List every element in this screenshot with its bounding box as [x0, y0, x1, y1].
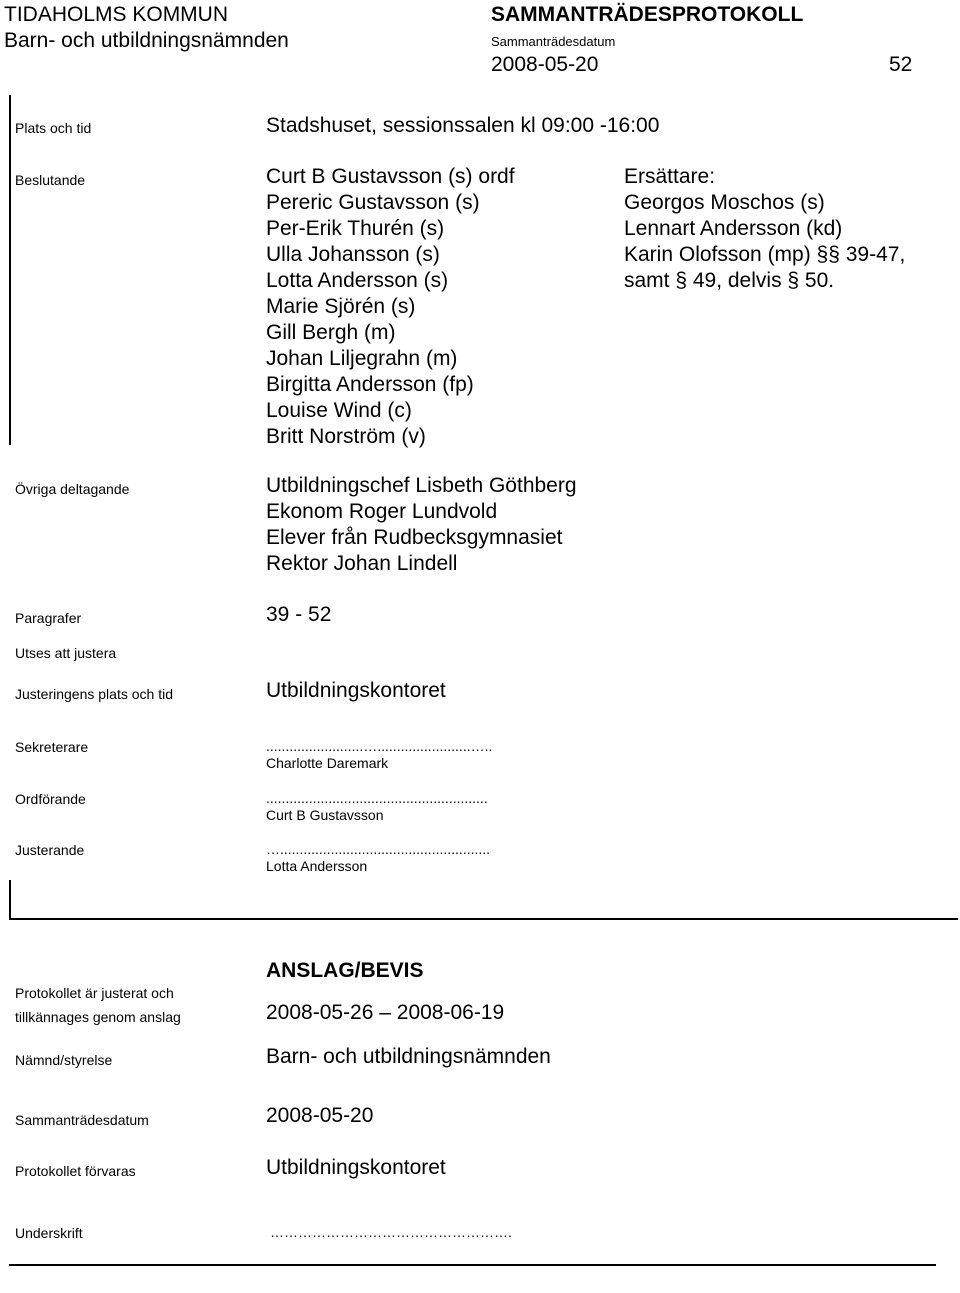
deciding-member: Louise Wind (c): [266, 399, 412, 422]
notice-date-label: Sammanträdesdatum: [15, 1112, 149, 1128]
other-participant: Ekonom Roger Lundvold: [266, 500, 498, 523]
secretary-label: Sekreterare: [15, 739, 89, 755]
adjuster-signature-line: …......................................................: [266, 841, 491, 857]
meeting-date-label: Sammanträdesdatum: [491, 34, 616, 49]
deciding-member: Britt Norström (v): [266, 425, 426, 448]
stored-label: Protokollet förvaras: [15, 1163, 136, 1179]
page-number: 52: [889, 53, 913, 76]
secretary-signature-line: .........................…........................…..: [266, 738, 493, 754]
committee-name: Barn- och utbildningsnämnden: [4, 29, 289, 52]
adjusted-label-line1: Protokollet är justerat och: [15, 985, 174, 1001]
adjuster-label: Utses att justera: [15, 645, 117, 661]
deciding-member: Marie Sjörén (s): [266, 295, 416, 318]
adjuster-name: Lotta Andersson: [266, 858, 368, 874]
section-divider: [9, 918, 958, 920]
others-list: [266, 473, 577, 577]
document-title: SAMMANTRÄDESPROTOKOLL: [491, 3, 804, 26]
other-participant: Elever från Rudbecksgymnasiet: [266, 526, 563, 549]
board-label: Nämnd/styrelse: [15, 1052, 113, 1068]
deciding-member: Gill Bergh (m): [266, 321, 396, 344]
place-label: Plats och tid: [15, 120, 92, 136]
notice-date-value: 2008-05-20: [266, 1104, 374, 1127]
chair-signature-line: .........................................................: [266, 790, 488, 806]
org-name: TIDAHOLMS KOMMUN: [4, 3, 229, 26]
meeting-date: 2008-05-20: [491, 53, 599, 76]
deciding-member: Pereric Gustavsson (s): [266, 191, 480, 214]
deciding-member: Per-Erik Thurén (s): [266, 217, 445, 240]
place-value: Stadshuset, sessionssalen kl 09:00 -16:00: [266, 114, 660, 137]
adjuster-sign-label: Justerande: [15, 842, 85, 858]
bottom-rule: [9, 1264, 936, 1266]
signature-label: Underskrift: [15, 1225, 83, 1241]
deciding-list: [266, 164, 515, 450]
adjust-place-value: Utbildningskontoret: [266, 679, 446, 702]
substitute-member: Lennart Andersson (kd): [624, 217, 843, 240]
other-participant: Rektor Johan Lindell: [266, 552, 458, 575]
substitute-member: samt § 49, delvis § 50.: [624, 269, 835, 292]
substitute-member: Georgos Moschos (s): [624, 191, 825, 214]
substitute-member: Karin Olofsson (mp) §§ 39-47,: [624, 243, 906, 266]
deciding-member: Johan Liljegrahn (m): [266, 347, 458, 370]
chair-name: Curt B Gustavsson: [266, 807, 384, 823]
substitutes-list: [624, 164, 905, 294]
paragraphs-value: 39 - 52: [266, 603, 332, 626]
other-participant: Utbildningschef Lisbeth Göthberg: [266, 474, 577, 497]
deciding-label: Beslutande: [15, 172, 86, 188]
deciding-member: Birgitta Andersson (fp): [266, 373, 474, 396]
notice-signature-line: …………………………………………….: [270, 1224, 512, 1240]
left-border-bottom: [9, 880, 11, 920]
board-value: Barn- och utbildningsnämnden: [266, 1045, 551, 1068]
substitutes-heading: Ersättare:: [624, 165, 716, 188]
adjust-place-label: Justeringens plats och tid: [15, 686, 173, 702]
deciding-member: Ulla Johansson (s): [266, 243, 440, 266]
adjusted-label-line2: tillkännages genom anslag: [15, 1009, 181, 1025]
notice-title: ANSLAG/BEVIS: [266, 959, 424, 982]
chair-label: Ordförande: [15, 791, 86, 807]
others-label: Övriga deltagande: [15, 481, 130, 497]
notice-period: 2008-05-26 – 2008-06-19: [266, 1001, 505, 1024]
deciding-member: Curt B Gustavsson (s) ordf: [266, 165, 515, 188]
paragraphs-label: Paragrafer: [15, 610, 82, 626]
secretary-name: Charlotte Daremark: [266, 755, 389, 771]
deciding-member: Lotta Andersson (s): [266, 269, 449, 292]
stored-value: Utbildningskontoret: [266, 1156, 446, 1179]
left-border-top: [9, 95, 11, 445]
